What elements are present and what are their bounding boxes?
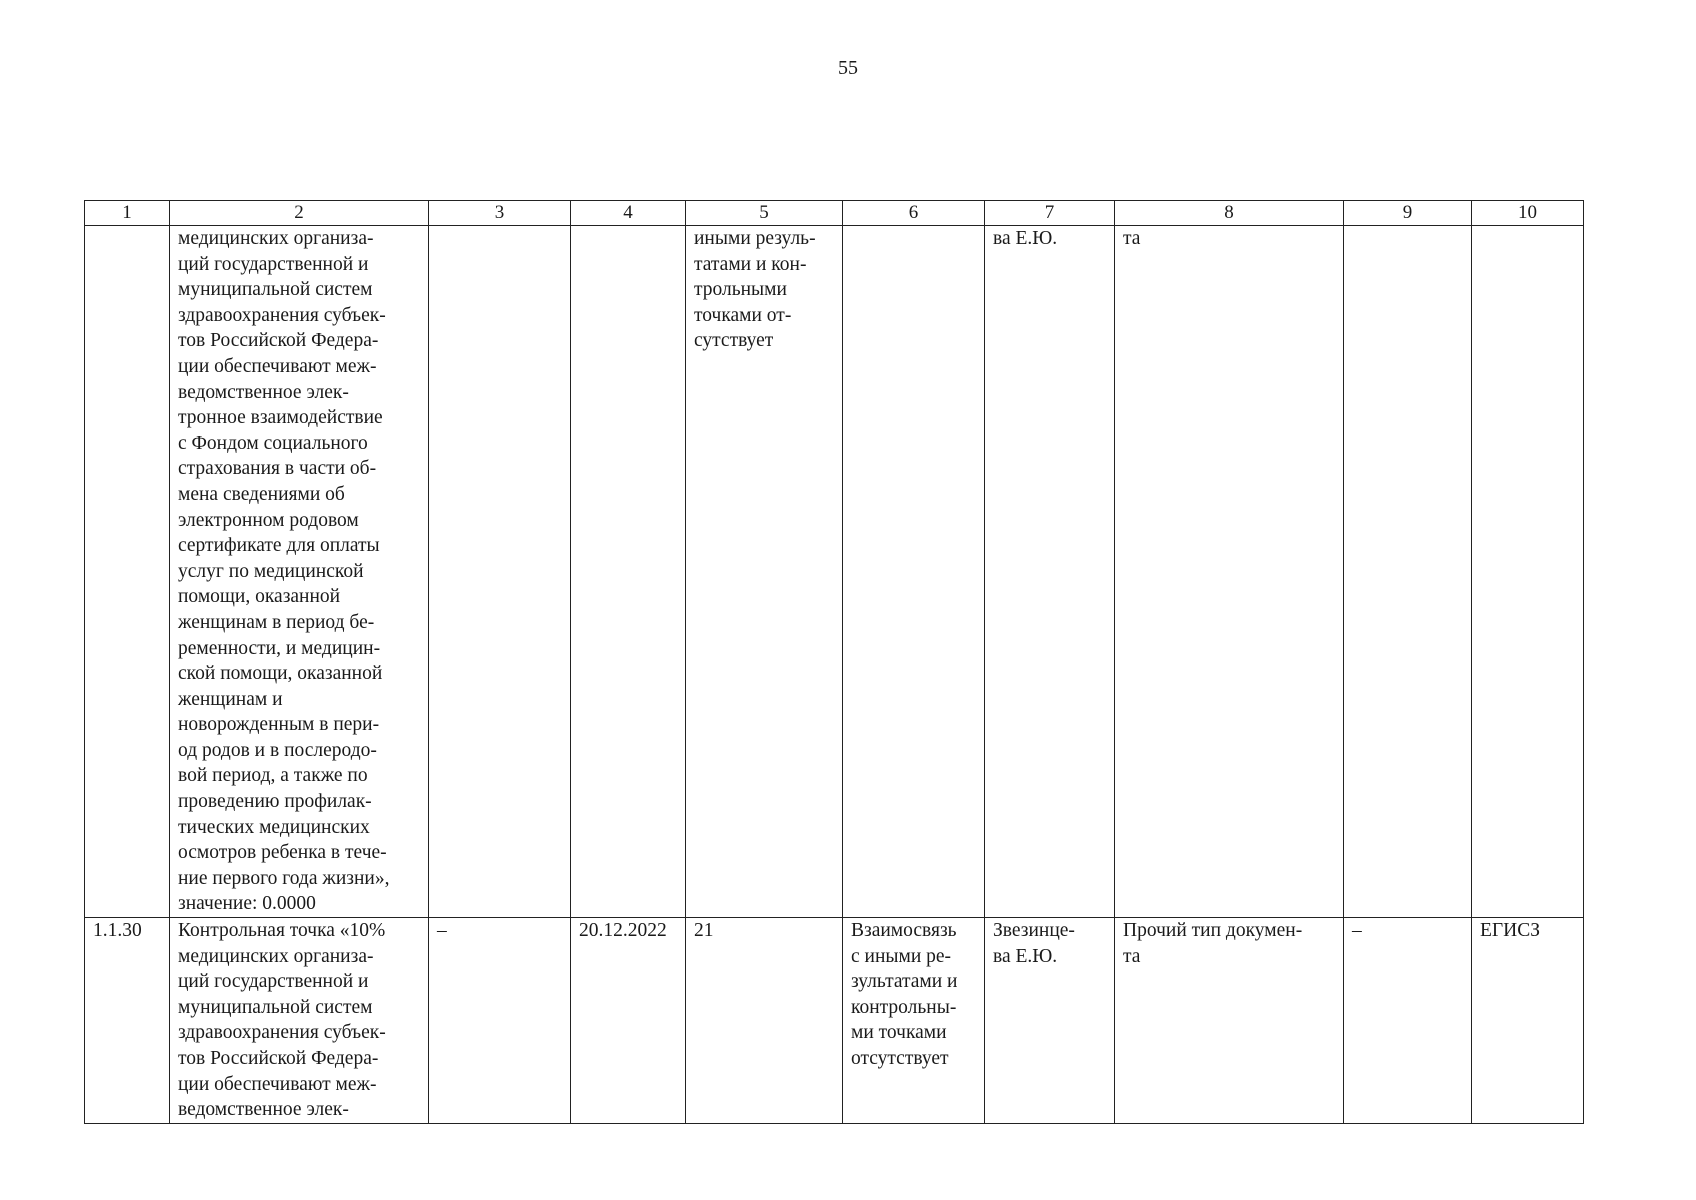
cell-number: 1.1.30 bbox=[85, 918, 170, 1124]
header-cell: 10 bbox=[1472, 201, 1584, 226]
cell-line: проведению профилак- bbox=[178, 791, 372, 813]
cell-line: электронном родовом bbox=[178, 509, 359, 531]
cell-description bbox=[170, 226, 429, 918]
cell-line: женщинам и bbox=[178, 688, 283, 710]
cell-line: тов Российской Федера- bbox=[178, 1048, 379, 1069]
cell-line: с иными ре- bbox=[851, 945, 952, 967]
cell-col3 bbox=[429, 226, 571, 918]
cell-line: ций государственной и bbox=[178, 971, 369, 993]
header-cell: 8 bbox=[1115, 201, 1344, 226]
table-row-continued bbox=[85, 226, 1584, 918]
cell-date: 20.12.2022 bbox=[571, 918, 686, 1124]
cell-col4 bbox=[571, 226, 686, 918]
cell-line: Взаимосвязь bbox=[851, 920, 957, 942]
cell-line: Звезинце- bbox=[993, 920, 1075, 942]
cell-line: ведомственное элек- bbox=[178, 1099, 349, 1121]
cell-line: та bbox=[1123, 228, 1141, 249]
cell-line: ние первого года жизни», bbox=[178, 867, 390, 889]
header-cell: 6 bbox=[843, 201, 985, 226]
table-header-row bbox=[85, 201, 1584, 226]
cell-responsible bbox=[985, 918, 1115, 1124]
cell-line: услуг по медицинской bbox=[178, 560, 364, 582]
cell-line: ской помощи, оказанной bbox=[178, 663, 383, 685]
cell-number bbox=[85, 226, 170, 918]
cell-col9 bbox=[1344, 226, 1472, 918]
document-table bbox=[84, 200, 1584, 1124]
cell-line: ции обеспечивают меж- bbox=[178, 355, 377, 377]
cell-line: осмотров ребенка в тече- bbox=[178, 842, 387, 864]
cell-line: мена сведениями об bbox=[178, 483, 345, 505]
cell-col9: – bbox=[1344, 918, 1472, 1124]
cell-line: ми точками bbox=[851, 1022, 947, 1044]
cell-system: ЕГИСЗ bbox=[1472, 918, 1584, 1124]
cell-line: муниципальной систем bbox=[178, 279, 373, 301]
cell-line: медицинских организа- bbox=[178, 228, 374, 249]
cell-line: вой период, а также по bbox=[178, 765, 368, 787]
cell-line: ций государственной и bbox=[178, 253, 369, 275]
cell-document-type bbox=[1115, 918, 1344, 1124]
cell-line: отсутствует bbox=[851, 1048, 949, 1069]
cell-responsible bbox=[985, 226, 1115, 918]
header-cell: 7 bbox=[985, 201, 1115, 226]
cell-col5: 21 bbox=[686, 918, 843, 1124]
cell-line: медицинских организа- bbox=[178, 945, 374, 967]
cell-line: од родов и в послеродо- bbox=[178, 739, 377, 761]
cell-line: ва Е.Ю. bbox=[993, 945, 1058, 967]
cell-line: с Фондом социального bbox=[178, 432, 368, 454]
header-cell: 5 bbox=[686, 201, 843, 226]
cell-line: тических медицинских bbox=[178, 816, 370, 838]
cell-line: Контрольная точка «10% bbox=[178, 920, 386, 942]
cell-line: ции обеспечивают меж- bbox=[178, 1073, 377, 1095]
cell-line: помощи, оказанной bbox=[178, 586, 341, 608]
cell-line: трольными bbox=[694, 279, 787, 301]
cell-line: ведомственное элек- bbox=[178, 381, 349, 403]
cell-line: ва Е.Ю. bbox=[993, 228, 1058, 249]
cell-line: значение: 0.0000 bbox=[178, 893, 316, 915]
cell-line: тов Российской Федера- bbox=[178, 330, 379, 352]
cell-line: сутствует bbox=[694, 330, 774, 352]
header-cell: 3 bbox=[429, 201, 571, 226]
cell-line: точками от- bbox=[694, 304, 792, 326]
cell-line: здравоохранения субъек- bbox=[178, 1022, 386, 1044]
cell-col3: – bbox=[429, 918, 571, 1124]
cell-relation bbox=[843, 918, 985, 1124]
cell-line: женщинам в период бе- bbox=[178, 611, 375, 633]
cell-col6 bbox=[843, 226, 985, 918]
table-row-1-1-30 bbox=[85, 918, 1584, 1124]
cell-document-type bbox=[1115, 226, 1344, 918]
header-cell: 2 bbox=[170, 201, 429, 226]
cell-line: иными резуль- bbox=[694, 228, 816, 249]
cell-line: новорожденным в пери- bbox=[178, 714, 380, 736]
cell-col10 bbox=[1472, 226, 1584, 918]
cell-col5 bbox=[686, 226, 843, 918]
cell-line: Прочий тип докумен- bbox=[1123, 920, 1303, 942]
cell-description bbox=[170, 918, 429, 1124]
cell-line: здравоохранения субъек- bbox=[178, 304, 386, 326]
header-cell: 9 bbox=[1344, 201, 1472, 226]
header-cell: 4 bbox=[571, 201, 686, 226]
cell-line: ременности, и медицин- bbox=[178, 637, 381, 659]
cell-line: татами и кон- bbox=[694, 253, 807, 275]
header-cell: 1 bbox=[85, 201, 170, 226]
page-number: 55 bbox=[838, 57, 858, 79]
cell-line: сертификате для оплаты bbox=[178, 535, 380, 557]
cell-line: муниципальной систем bbox=[178, 996, 373, 1018]
cell-line: зультатами и bbox=[851, 971, 958, 993]
cell-line: та bbox=[1123, 945, 1141, 967]
cell-line: тронное взаимодействие bbox=[178, 407, 383, 429]
cell-line: контрольны- bbox=[851, 996, 957, 1018]
cell-line: страхования в части об- bbox=[178, 458, 377, 480]
